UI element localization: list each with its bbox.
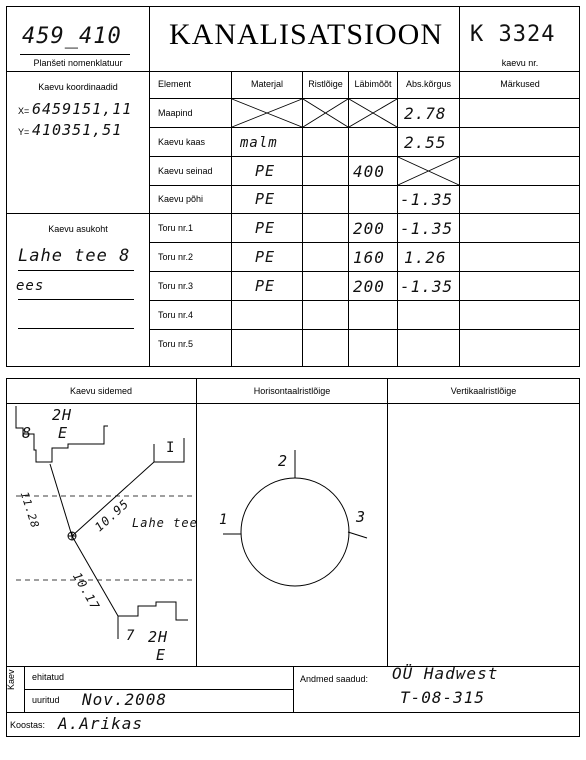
nomenclature-value: 459_410 — [22, 24, 122, 49]
row-label-ground: Maapind — [158, 108, 193, 118]
horizontal-section-drawing — [197, 404, 387, 666]
distance-c: 10.17 — [69, 570, 103, 613]
material-pipe-3: PE — [255, 277, 276, 295]
row-label-pipe-1: Toru nr.1 — [158, 223, 194, 233]
row-label-walls: Kaevu seinad — [158, 166, 213, 176]
house-bottom-letter: E — [156, 646, 167, 664]
house-bottom-mark: 2H — [148, 628, 169, 646]
ties-label: Kaevu sidemed — [69, 386, 133, 396]
location-line1: Lahe tee 8 — [18, 246, 131, 266]
location-label: Kaevu asukoht — [48, 224, 108, 234]
column-header-diameter: Läbimõõt — [354, 79, 392, 89]
diameter-pipe-1: 200 — [353, 219, 385, 238]
column-header-cross-section: Ristlõige — [308, 79, 343, 89]
house-top-letter: E — [58, 424, 69, 442]
elevation-bottom: -1.35 — [400, 190, 454, 209]
street-name: Lahe tee — [132, 516, 198, 530]
pipe-label-1: 1 — [219, 512, 229, 528]
nomenclature-label: Planšeti nomenklatuur — [33, 58, 123, 68]
pipe-label-2: 2 — [278, 452, 289, 470]
diameter-pipe-3: 200 — [353, 277, 385, 296]
column-header-material: Materjal — [250, 79, 283, 89]
well-number-value: K 3324 — [470, 22, 556, 47]
row-label-bottom: Kaevu põhi — [158, 194, 204, 204]
pipe-label-3: 3 — [356, 508, 367, 526]
horizontal-section-label: Horisontaalristlõige — [253, 386, 331, 396]
location-line2: ees — [16, 278, 45, 294]
house-top-number: 8 — [22, 424, 33, 442]
elevation-pipe-1: -1.35 — [400, 219, 454, 238]
coordinate-x-value: 6459151,11 — [32, 100, 133, 118]
row-label-pipe-4: Toru nr.4 — [158, 310, 194, 320]
coordinates-label: Kaevu koordinaadid — [38, 82, 118, 92]
data-source-line1: OÜ Hadwest — [392, 664, 499, 683]
column-header-elevation: Abs.kõrgus — [405, 79, 452, 89]
distance-b: 10.95 — [92, 496, 132, 535]
row-label-pipe-2: Toru nr.2 — [158, 252, 194, 262]
material-pipe-2: PE — [255, 248, 276, 266]
coordinate-y-prefix: Y= — [18, 127, 30, 137]
vertical-section-label: Vertikaalristlõige — [450, 386, 517, 396]
coordinate-x-prefix: X= — [18, 106, 30, 116]
house-bottom-number: 7 — [126, 628, 136, 644]
built-label: ehitatud — [32, 672, 65, 682]
surveyed-label: uuritud — [32, 695, 60, 705]
data-source-label: Andmed saadud: — [300, 674, 369, 684]
diameter-walls: 400 — [353, 162, 385, 181]
column-header-element: Element — [158, 79, 192, 89]
house-right-mark: I — [166, 440, 176, 456]
elevation-pipe-2: 1.26 — [404, 248, 447, 267]
elevation-cover: 2.55 — [404, 133, 447, 152]
elevation-ground: 2.78 — [404, 104, 447, 123]
page-title: KANALISATSIOON — [169, 18, 443, 51]
material-pipe-1: PE — [255, 219, 276, 237]
row-label-cover: Kaevu kaas — [158, 137, 206, 147]
author-label: Koostas: — [10, 720, 46, 730]
data-source-line2: T-08-315 — [400, 688, 486, 707]
diameter-pipe-2: 160 — [353, 248, 385, 267]
row-label-pipe-3: Toru nr.3 — [158, 281, 194, 291]
crossed-out-cells — [0, 0, 586, 370]
footer-side-label: Kaev — [6, 669, 16, 690]
well-number-label: kaevu nr. — [501, 58, 539, 68]
distance-a: 11.28 — [17, 490, 42, 531]
material-bottom: PE — [255, 190, 276, 208]
row-label-pipe-5: Toru nr.5 — [158, 339, 194, 349]
coordinate-y-value: 410351,51 — [32, 121, 123, 139]
surveyed-value: Nov.2008 — [82, 690, 168, 709]
elevation-pipe-3: -1.35 — [400, 277, 454, 296]
column-header-remarks: Märkused — [500, 79, 540, 89]
material-walls: PE — [255, 162, 276, 180]
house-top-mark: 2H — [52, 406, 73, 424]
material-cover: malm — [240, 135, 278, 151]
author-value: A.Arikas — [58, 714, 144, 733]
